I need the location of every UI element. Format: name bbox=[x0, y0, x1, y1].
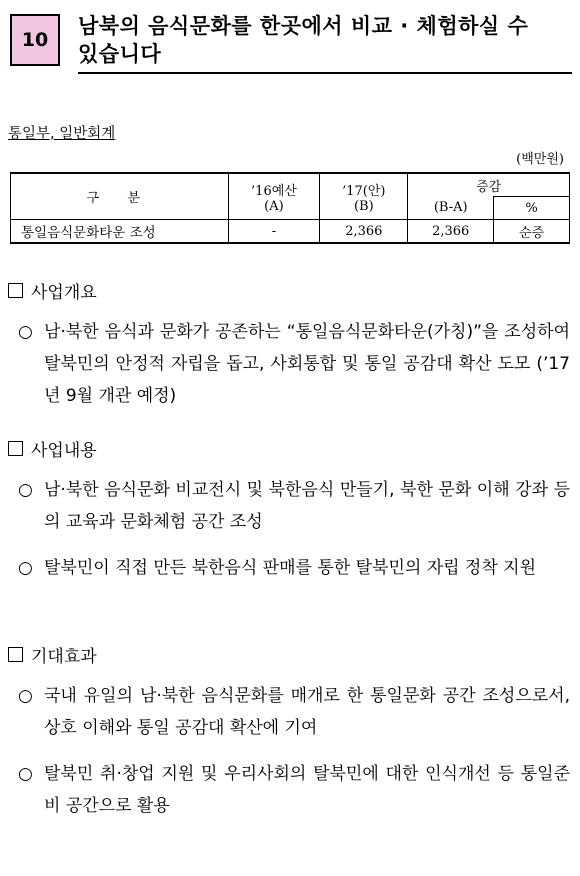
circle-bullet-icon: ○ bbox=[18, 480, 33, 500]
row-pct: 순증 bbox=[494, 220, 570, 244]
checkbox-square-icon bbox=[8, 441, 23, 456]
header-2017: ’17(안) (B) bbox=[320, 173, 408, 220]
list-item: ○ 남·북한 음식과 문화가 공존하는 “통일음식문화타운(가칭)”을 조성하여 탈북민의 안정적 자립을 돕고, 사회통합 및 통일 공감대 확산 도모 (’17년 9월 개관 예정) bbox=[18, 316, 570, 412]
page-title bbox=[78, 12, 568, 68]
title-underline bbox=[78, 72, 572, 74]
table-row bbox=[11, 220, 570, 244]
header-diff-value: (B-A) bbox=[408, 197, 494, 220]
title-line-1: 남북의 음식문화를 한곳에서 비교 · 체험하실 수 bbox=[78, 14, 529, 38]
unit-label: (백만원) bbox=[516, 152, 564, 167]
list-item: ○ 국내 유일의 남·북한 음식문화를 매개로 한 통일문화 공간 조성으로서, 상호 이해와 통일 공감대 확산에 기여 bbox=[18, 680, 570, 744]
row-name: 통일음식문화타운 조성 bbox=[11, 220, 229, 244]
title-line-2: 있습니다 bbox=[78, 42, 162, 66]
header-2016: ’16예산 (A) bbox=[228, 173, 320, 220]
row-2017: 2,366 bbox=[320, 220, 408, 244]
list-item: ○ 탈북민 취·창업 지원 및 우리사회의 탈북민에 대한 인식개선 등 통일준비 공간으로 활용 bbox=[18, 758, 570, 822]
row-diff: 2,366 bbox=[408, 220, 494, 244]
section-heading-effects: 기대효과 bbox=[8, 642, 97, 667]
list-item: ○ 남·북한 음식문화 비교전시 및 북한음식 만들기, 북한 문화 이해 강좌 등의 교육과 문화체험 공간 조성 bbox=[18, 474, 570, 538]
section-heading-overview: 사업개요 bbox=[8, 278, 97, 303]
department-label: 통일부, 일반회계 bbox=[8, 126, 116, 142]
header-gubun: 구 분 bbox=[11, 173, 229, 220]
circle-bullet-icon: ○ bbox=[18, 686, 33, 706]
list-item: ○ 탈북민이 직접 만든 북한음식 판매를 통한 탈북민의 자립 정착 지원 bbox=[18, 552, 570, 584]
page-header bbox=[8, 12, 570, 72]
circle-bullet-icon: ○ bbox=[18, 558, 33, 578]
section-heading-content: 사업내용 bbox=[8, 436, 97, 461]
checkbox-square-icon bbox=[8, 283, 23, 298]
section-number-badge: 10 bbox=[10, 14, 60, 66]
header-diff: 증감 bbox=[408, 173, 570, 197]
checkbox-square-icon bbox=[8, 647, 23, 662]
circle-bullet-icon: ○ bbox=[18, 322, 33, 342]
circle-bullet-icon: ○ bbox=[18, 764, 33, 784]
budget-table bbox=[10, 172, 570, 244]
header-pct: % bbox=[494, 197, 570, 220]
row-2016: - bbox=[228, 220, 320, 244]
